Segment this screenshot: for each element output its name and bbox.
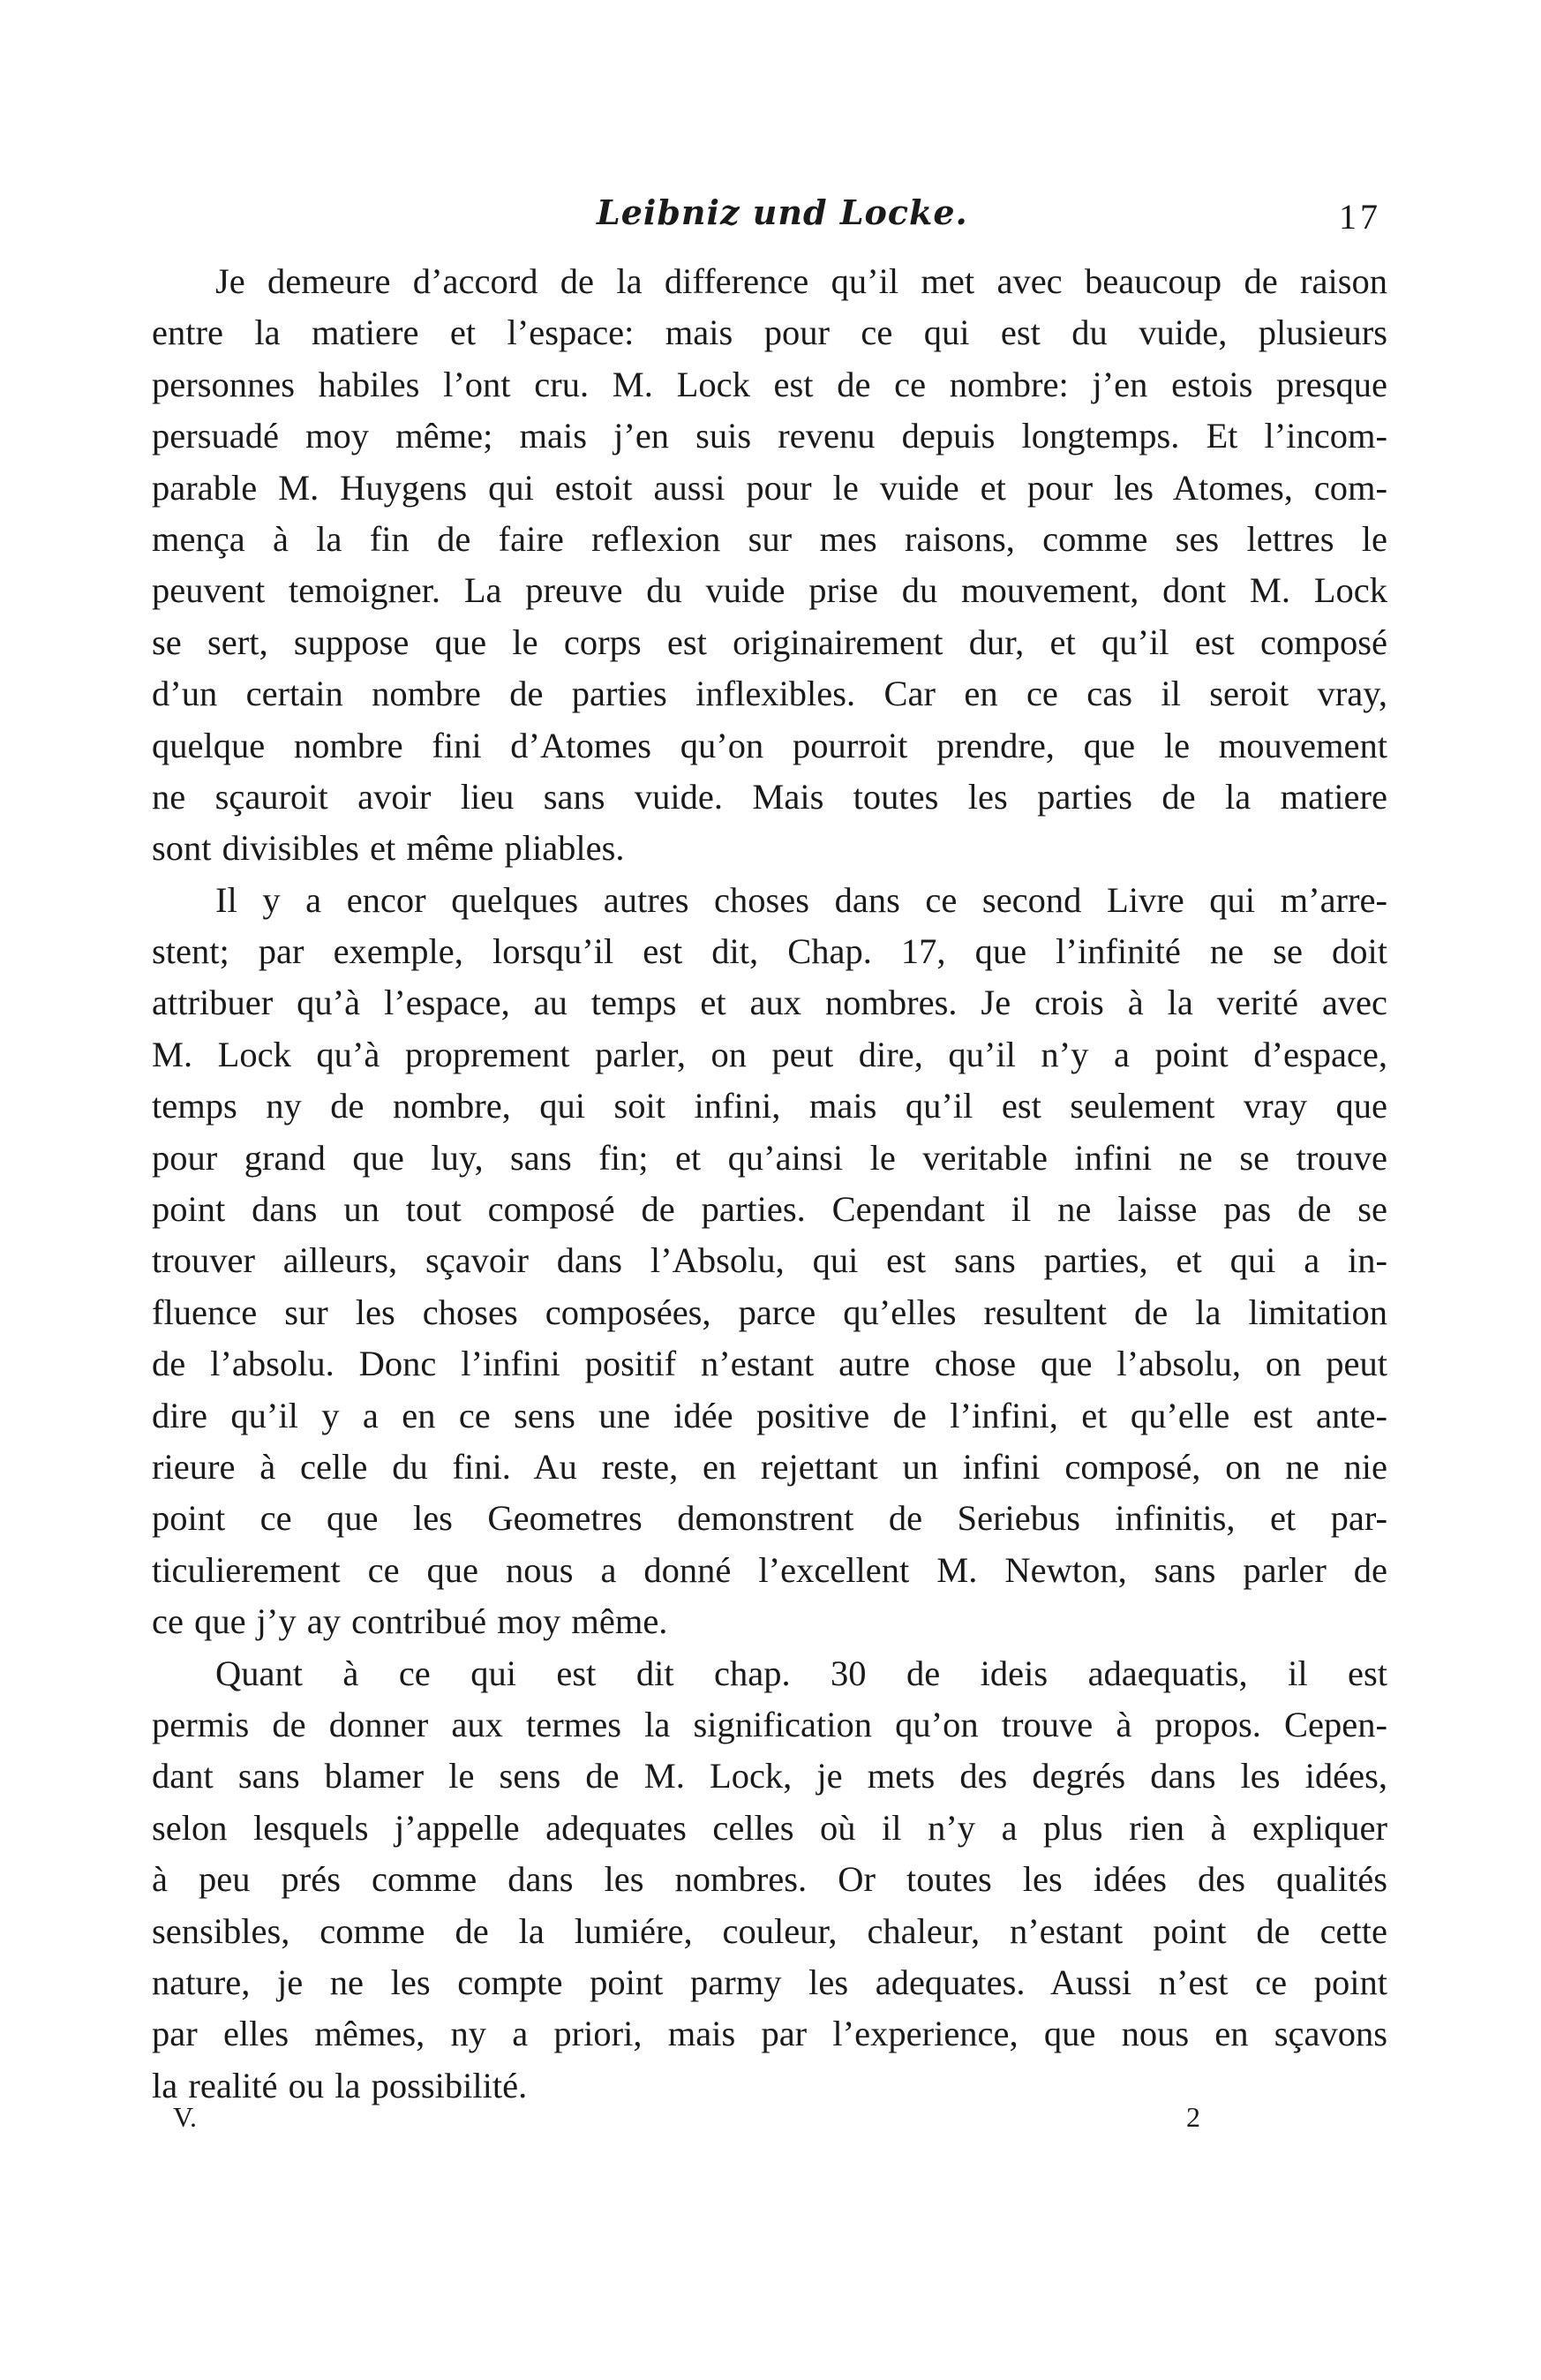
text-line: M. Lock qu’à proprement parler, on peut dire, qu’il n’y a point d’espace,	[152, 1034, 1387, 1074]
page-number: 17	[1339, 197, 1381, 237]
text-line: permis de donner aux termes la signification qu’on trouve à propos. Cepen-	[152, 1704, 1387, 1744]
text-line: mença à la fin de faire reflexion sur mes raisons, comme ses lettres le	[152, 518, 1387, 559]
text-line: Il y a encor quelques autres choses dans ce second Livre qui m’arre-	[215, 879, 1387, 920]
text-line: de l’absolu. Donc l’infini positif n’estant autre chose que l’absolu, on peut	[152, 1344, 1387, 1384]
text-line: quelque nombre fini d’Atomes qu’on pourroit prendre, que le mouvement	[152, 725, 1387, 765]
text-line: ne sçauroit avoir lieu sans vuide. Mais toutes les parties de la matiere	[152, 776, 1387, 817]
text-line: la realité ou la possibilité.	[152, 2065, 528, 2105]
body-text	[152, 256, 1387, 2112]
text-line: entre la matiere et l’espace: mais pour ce qui est du vuide, plusieurs	[152, 313, 1387, 353]
text-line: selon lesquels j’appelle adequates celles où il n’y a plus rien à expliquer	[152, 1807, 1387, 1848]
text-line: personnes habiles l’ont cru. M. Lock est de ce nombre: j’en estois presque	[152, 364, 1387, 404]
text-line: d’un certain nombre de parties inflexibles. Car en ce cas il seroit vray,	[152, 674, 1387, 714]
text-line: point dans un tout composé de parties. Cependant il ne laisse pas de se	[152, 1189, 1387, 1230]
text-line: ticulierement ce que nous a donné l’excellent M. Newton, sans parler de	[152, 1549, 1387, 1590]
text-line: Quant à ce qui est dit chap. 30 de ideis adaequatis, il est	[215, 1653, 1387, 1693]
text-line: Je demeure d’accord de la difference qu’il met avec beaucoup de raison	[215, 261, 1387, 301]
text-line: trouver ailleurs, sçavoir dans l’Absolu, qui est sans parties, et qui a in-	[152, 1240, 1387, 1281]
text-line: parable M. Huygens qui estoit aussi pour le vuide et pour les Atomes, com-	[152, 467, 1387, 508]
text-line: attribuer qu’à l’espace, au temps et aux nombres. Je crois à la verité avec	[152, 983, 1387, 1023]
text-line: se sert, suppose que le corps est originairement dur, et qu’il est composé	[152, 621, 1387, 662]
text-line: temps ny de nombre, qui soit infini, mais qu’il est seulement vray que	[152, 1086, 1387, 1126]
sheet-signature-number: 2	[1186, 2101, 1200, 2133]
running-title: Leibniz und Locke.	[597, 192, 968, 232]
text-line: rieure à celle du fini. Au reste, en rejettant un infini composé, on ne nie	[152, 1446, 1387, 1487]
text-line: fluence sur les choses composées, parce qu’elles resultent de la limitation	[152, 1292, 1387, 1332]
text-line: nature, je ne les compte point parmy les adequates. Aussi n’est ce point	[152, 1962, 1387, 2002]
text-line: par elles mêmes, ny a priori, mais par l’experience, que nous en sçavons	[152, 2014, 1387, 2054]
text-line: ce que j’y ay contribué moy même.	[152, 1601, 668, 1642]
text-line: stent; par exemple, lorsqu’il est dit, Chap. 17, que l’infinité ne se doit	[152, 931, 1387, 972]
sheet-signature-volume: V.	[173, 2101, 197, 2133]
text-line: dant sans blamer le sens de M. Lock, je mets des degrés dans les idées,	[152, 1756, 1387, 1796]
text-line: peuvent temoigner. La preuve du vuide prise du mouvement, dont M. Lock	[152, 570, 1387, 611]
text-line: point ce que les Geometres demonstrent de Seriebus infinitis, et par-	[152, 1498, 1387, 1539]
text-line: dire qu’il y a en ce sens une idée positive de l’infini, et qu’elle est ante-	[152, 1395, 1387, 1435]
text-line: à peu prés comme dans les nombres. Or toutes les idées des qualités	[152, 1859, 1387, 1900]
text-line: persuadé moy même; mais j’en suis revenu depuis longtemps. Et l’incom-	[152, 416, 1387, 456]
text-line: sont divisibles et même pliables.	[152, 828, 625, 869]
text-line: sensibles, comme de la lumiére, couleur, chaleur, n’estant point de cette	[152, 1910, 1387, 1951]
text-line: pour grand que luy, sans fin; et qu’ainsi le veritable infini ne se trouve	[152, 1137, 1387, 1178]
